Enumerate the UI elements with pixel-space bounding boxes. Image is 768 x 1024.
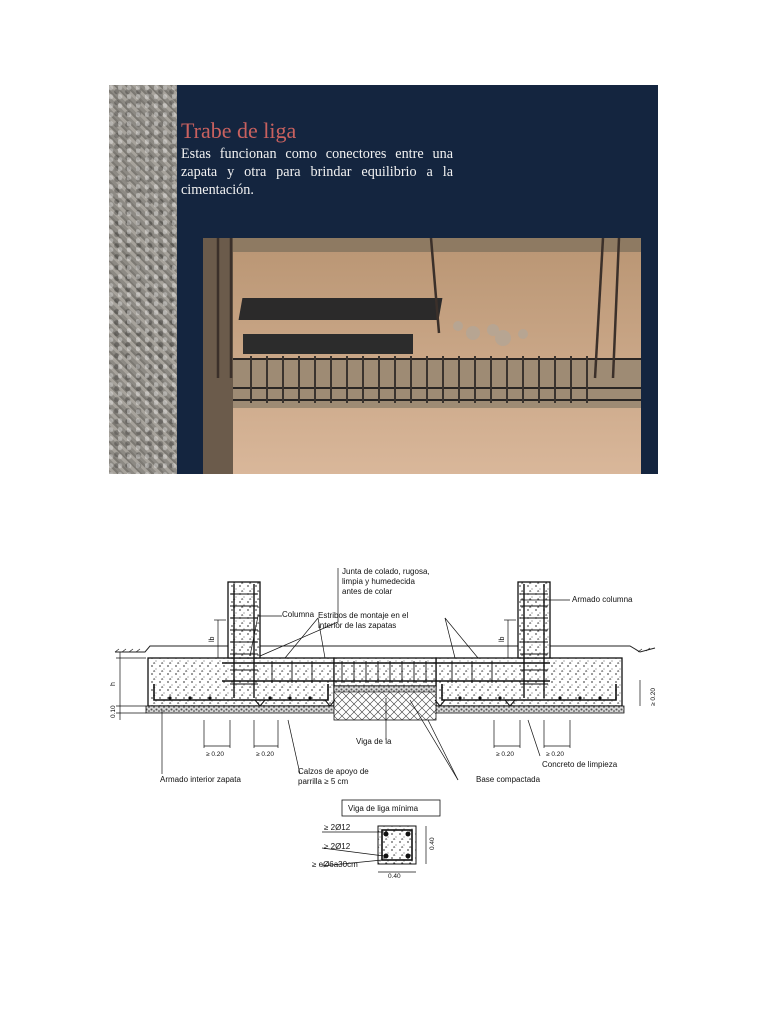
label-calzos-line2: parrilla ≥ 5 cm bbox=[298, 777, 349, 786]
footing-tie-beam-drawing bbox=[110, 560, 660, 880]
dim-ge020-2: ≥ 0.20 bbox=[256, 751, 275, 758]
section-height: 0.40 bbox=[429, 837, 436, 850]
dim-h: h bbox=[110, 682, 117, 686]
section-stirrups: ≥ eØ6a30cm bbox=[312, 860, 358, 869]
column-right bbox=[518, 582, 550, 658]
dim-ge020-1: ≥ 0.20 bbox=[206, 751, 225, 758]
label-base-compactada: Base compactada bbox=[476, 775, 541, 784]
slide-title: Trabe de liga bbox=[181, 118, 297, 143]
footing-left bbox=[148, 658, 334, 706]
blinding-right bbox=[434, 706, 624, 713]
label-estribos-line1: Estribos de montaje en el bbox=[318, 611, 409, 620]
stone-texture-strip bbox=[109, 85, 177, 474]
blinding-left bbox=[146, 706, 336, 713]
label-calzos-line1: Calzos de apoyo de bbox=[298, 767, 369, 776]
label-armado-interior: Armado interior zapata bbox=[160, 775, 241, 784]
dim-lb-left: lb bbox=[209, 636, 216, 642]
section-top-bars: ≥ 2Ø12 bbox=[324, 823, 351, 832]
dim-ge020-4: ≥ 0.20 bbox=[546, 751, 565, 758]
label-junta-line2: limpia y humedecida bbox=[342, 577, 415, 586]
label-junta-line3: antes de colar bbox=[342, 587, 393, 596]
section-width: 0.40 bbox=[388, 873, 401, 880]
label-estribos-line2: interior de las zapatas bbox=[318, 621, 397, 630]
dim-lb-right: lb bbox=[499, 636, 506, 642]
label-viga-de-la: Viga de la bbox=[356, 737, 392, 746]
label-junta-line1: Junta de colado, rugosa, bbox=[342, 567, 430, 576]
dim-010: 0.10 bbox=[110, 705, 117, 718]
label-concreto-limpieza: Concreto de limpieza bbox=[542, 760, 618, 769]
section-bottom-bars: ≥ 2Ø12 bbox=[324, 842, 351, 851]
dim-ge020-right-vertical: ≥ 0.20 bbox=[650, 687, 657, 706]
construction-site-photo bbox=[203, 238, 641, 474]
footing-right bbox=[436, 658, 622, 706]
section-title: Viga de liga mínima bbox=[348, 804, 419, 813]
column-left bbox=[228, 582, 260, 658]
dim-ge020-3: ≥ 0.20 bbox=[496, 751, 515, 758]
label-armado-columna: Armado columna bbox=[572, 595, 633, 604]
slide-body-text: Estas funcionan como conectores entre una zapata y otra para brindar equilibrio a la cimentación. bbox=[181, 146, 453, 198]
slide-panel bbox=[109, 85, 658, 474]
tie-beam bbox=[334, 658, 436, 686]
label-columna: Columna bbox=[282, 610, 315, 619]
